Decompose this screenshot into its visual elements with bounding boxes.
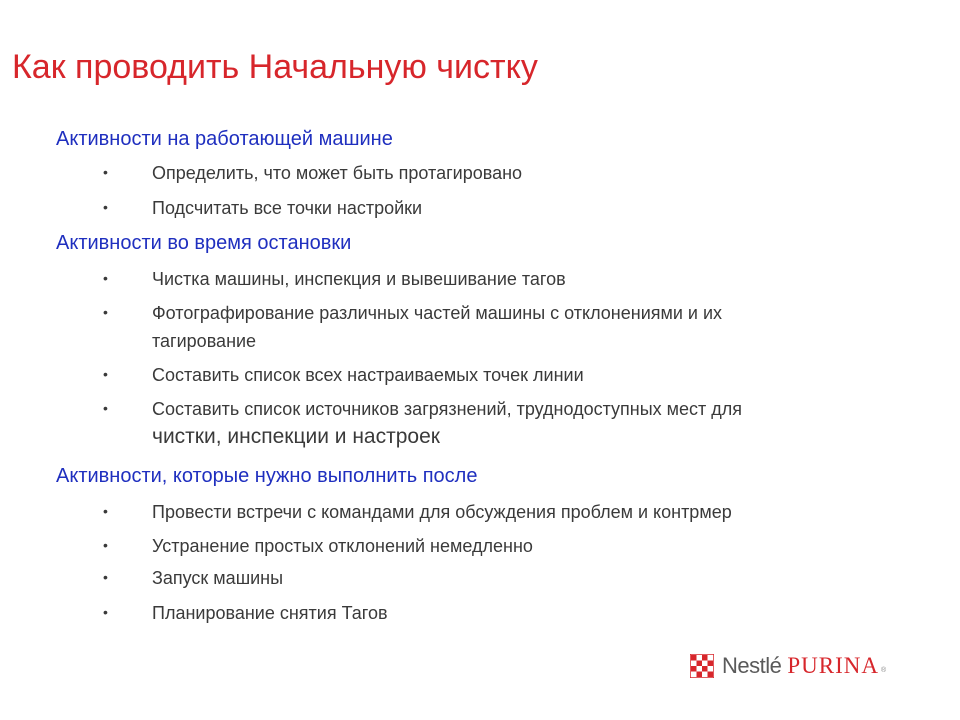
checkerboard-icon <box>690 654 714 678</box>
slide-title: Как проводить Начальную чистку <box>12 48 538 86</box>
bullet-item: Подсчитать все точки настройки <box>152 198 423 218</box>
nestle-purina-logo <box>690 652 886 680</box>
bullet-item: Фотографирование различных частей машины с отклонениями и их тагирование <box>152 303 723 351</box>
logo-trademark: ® <box>880 667 887 674</box>
section-heading: Активности, которые нужно выполнить после <box>56 465 478 487</box>
bullet-item: Составить список всех настраиваемых точек линии <box>152 365 584 385</box>
bullet-item: Чистка машины, инспекция и вывешивание тагов <box>152 269 566 289</box>
bullet-item: Устранение простых отклонений немедленно <box>152 536 533 556</box>
section-heading: Активности на работающей машине <box>56 128 393 150</box>
bullet-marker: • <box>103 270 108 286</box>
bullet-marker: • <box>103 503 108 519</box>
bullet-marker: • <box>103 604 108 620</box>
section-heading: Активности во время остановки <box>56 232 352 254</box>
bullet-marker: • <box>103 304 108 320</box>
bullet-item: Составить список источников загрязнений, труднодоступных мест для чистки, инспекции и настроек <box>152 399 743 448</box>
bullet-item: Планирование снятия Тагов <box>152 603 388 623</box>
bullet-item: Определить, что может быть протагировано <box>152 163 523 183</box>
bullet-marker: • <box>103 400 108 416</box>
bullet-marker: • <box>103 569 108 585</box>
bullet-marker: • <box>103 537 108 553</box>
logo-nestle-text: Nestlé <box>722 653 782 678</box>
bullet-marker: • <box>103 199 108 215</box>
bullet-item: Запуск машины <box>152 568 284 588</box>
bullet-marker: • <box>103 366 108 382</box>
bullet-marker: • <box>103 164 108 180</box>
bullet-item: Провести встречи с командами для обсуждения проблем и контрмер <box>152 502 732 522</box>
logo-purina-text: PURINA <box>787 653 879 678</box>
